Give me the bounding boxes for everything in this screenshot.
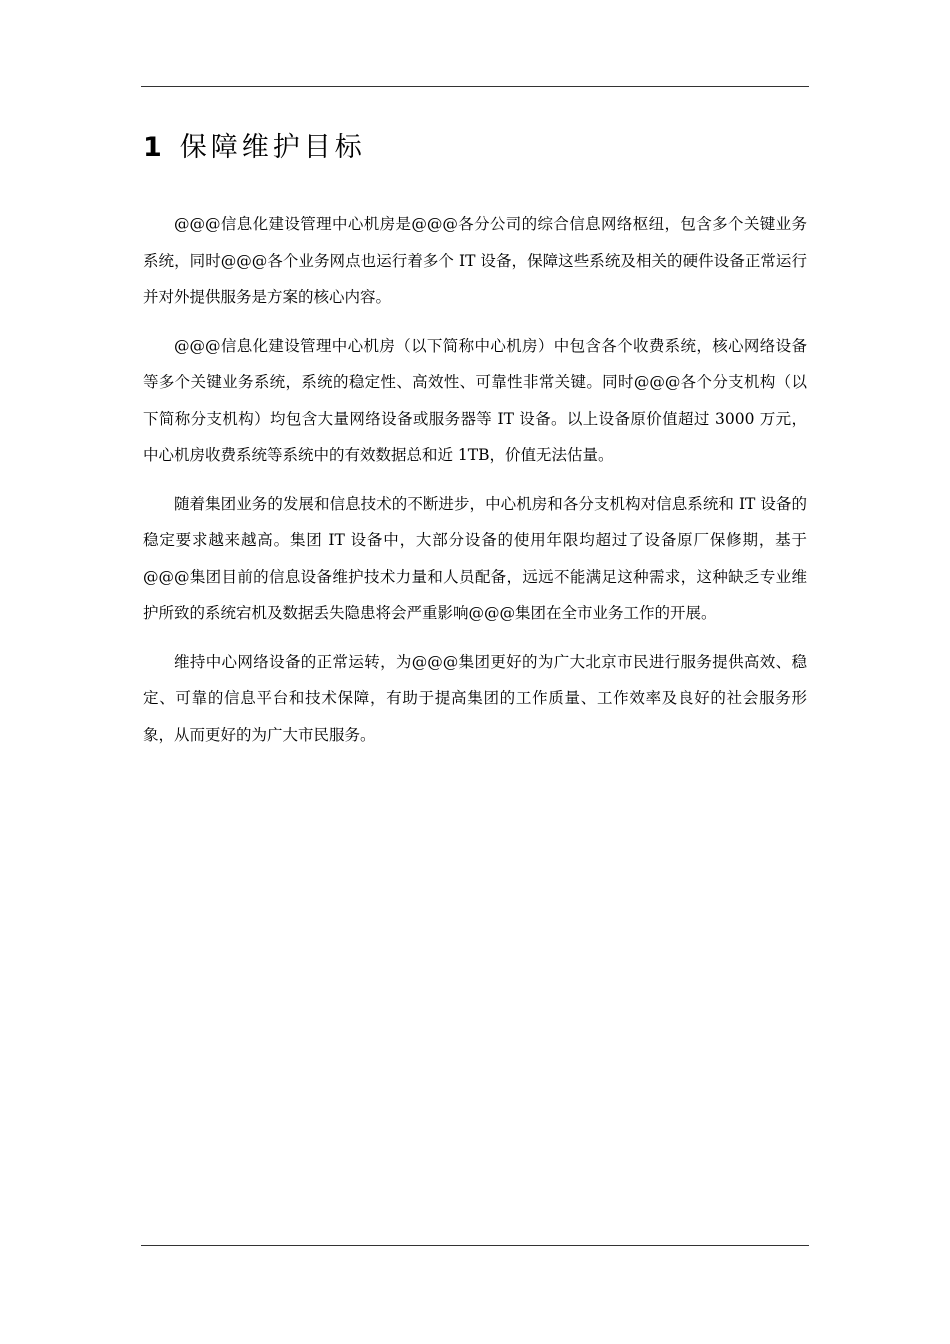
header-rule (141, 86, 809, 87)
section-heading (143, 128, 807, 168)
document-body (143, 128, 807, 765)
section-title: 保障维护目标 (179, 132, 366, 163)
section-number: 1 (143, 132, 162, 163)
paragraph-2: @@@信息化建设管理中心机房（以下简称中心机房）中包含各个收费系统，核心网络设备等多个关键业务系统，系统的稳定性、高效性、可靠性非常关键。同时@@@各个分支机构（以下简称分支机构）均包含大量网络设备或服务器等 IT 设备。以上设备原价值超过 3000 万元，中心机房收费系统等系统中的有效数据总和近 1TB，价值无法估量。 (143, 336, 807, 464)
paragraph-1: @@@信息化建设管理中心机房是@@@各分公司的综合信息网络枢纽，包含多个关键业务系统，同时@@@各个业务网点也运行着多个 IT 设备，保障这些系统及相关的硬件设备正常运行并对外提供服务是方案的核心内容。 (143, 215, 807, 306)
paragraph-4: 维持中心网络设备的正常运转，为@@@集团更好的为广大北京市民进行服务提供高效、稳定、可靠的信息平台和技术保障，有助于提高集团的工作质量、工作效率及良好的社会服务形象，从而更好的为广大市民服务。 (143, 652, 807, 744)
footer-rule (141, 1245, 809, 1246)
paragraph-3: 随着集团业务的发展和信息技术的不断进步，中心机房和各分支机构对信息系统和 IT 设备的稳定要求越来越高。集团 IT 设备中，大部分设备的使用年限均超过了设备原厂保修期，基于@@@集团目前的信息设备维护技术力量和人员配备，远远不能满足这种需求，这种缺乏专业维护所致的系统宕机及数据丢失隐患将会严重影响@@@集团在全市业务工作的开展。 (143, 494, 807, 622)
